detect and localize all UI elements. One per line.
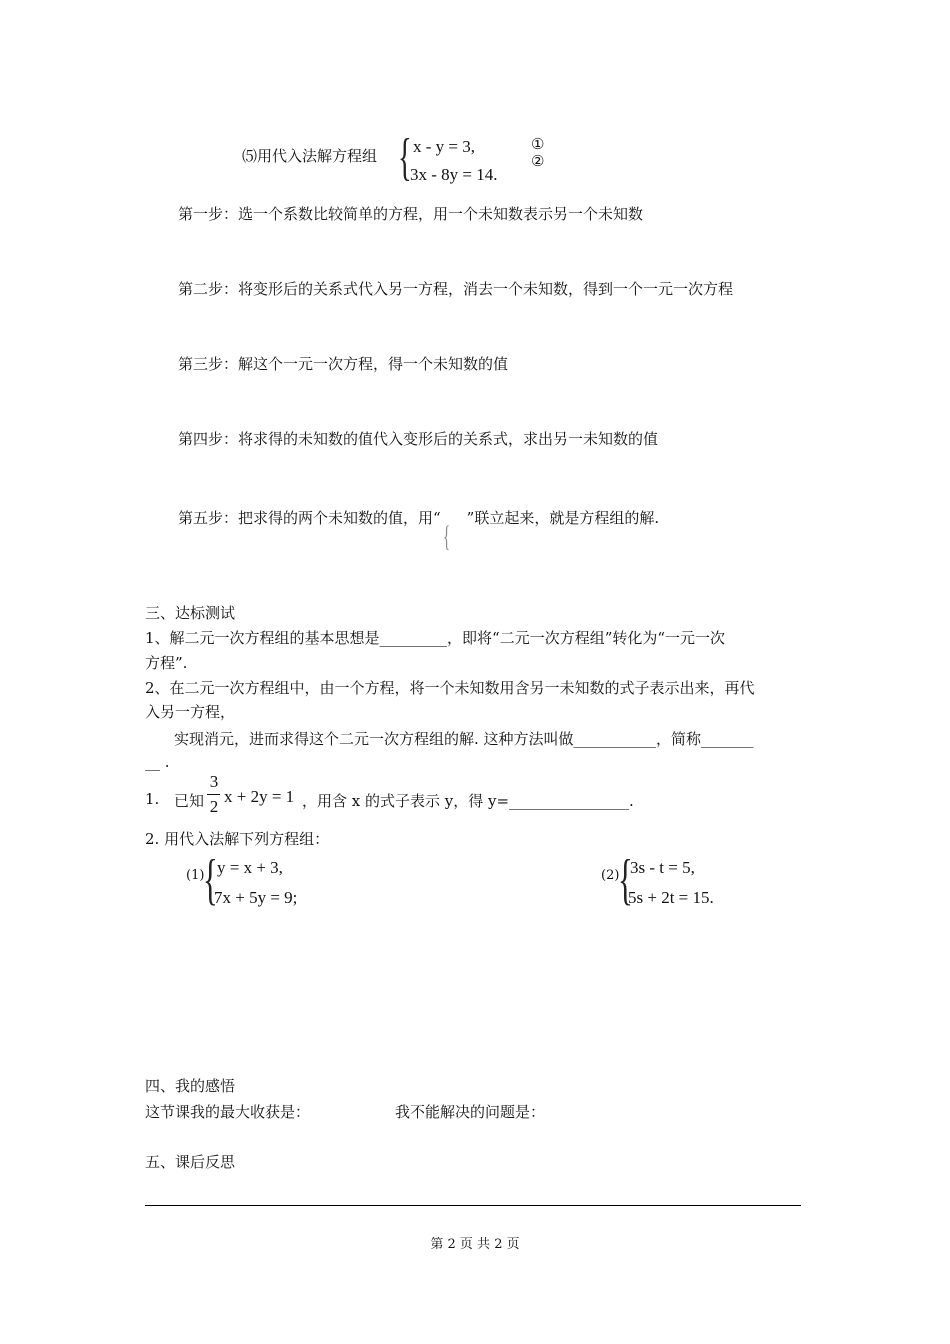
page-footer: 第 2 页 共 2 页 — [430, 1237, 520, 1252]
step-3: 第三步：解这个一元一次方程，得一个未知数的值 — [178, 355, 509, 373]
q3-equation: x + 2y = 1 — [224, 787, 295, 806]
q1-line1: 1、解二元一次方程组的基本思想是_________，即将“二元一次方程组”转化为“一元一次 — [145, 629, 726, 647]
step-5-after: ”联立起来，就是方程组的解. — [466, 509, 660, 527]
step-5-before: 第五步：把求得的两个未知数的值，用“ — [178, 509, 441, 527]
sys2-brace: { — [618, 849, 633, 911]
q1-line2: 方程”. — [145, 654, 188, 672]
problem5-eq2: 3x - 8y = 14. — [410, 165, 498, 184]
q2-line3: 实现消元，进而求得这个二元一次方程组的解. 这种方法叫做___________，简称_______ — [174, 730, 754, 748]
equation-marker-2: ② — [531, 152, 545, 170]
sys1-eq2: 7x + 5y = 9; — [214, 888, 298, 907]
sys2-eq1: 3s - t = 5, — [630, 858, 695, 877]
equation-marker-1: ① — [531, 135, 545, 153]
problem5-brace: { — [398, 129, 412, 186]
q3-number: 1. — [145, 790, 160, 808]
q3-prefix: 已知 — [174, 792, 205, 810]
sys2-eq2: 5s + 2t = 15. — [628, 888, 714, 907]
step-2: 第二步：将变形后的关系式代入另一方程，消去一个未知数，得到一个一元一次方程 — [178, 280, 734, 298]
footer-divider — [145, 1205, 801, 1206]
step-1: 第一步：选一个系数比较简单的方程，用一个未知数表示另一个未知数 — [178, 205, 644, 223]
sys1-eq1: y = x + 3, — [217, 858, 283, 877]
fraction-denominator: 2 — [209, 797, 219, 816]
q3-suffix: ，用含 x 的式子表示 y，得 y=________________. — [302, 792, 634, 810]
step-5 — [178, 507, 660, 553]
q2-line4: __ . — [145, 753, 170, 771]
problem5-eq1: x - y = 3, — [413, 137, 475, 156]
section5-title: 五、课后反思 — [145, 1153, 236, 1171]
section4-problem: 我不能解决的问题是： — [395, 1103, 546, 1121]
section4-gain: 这节课我的最大收获是： — [145, 1103, 311, 1121]
fraction-numerator: 3 — [209, 772, 219, 791]
problem5-label — [242, 145, 377, 166]
step-4: 第四步：将求得的未知数的值代入变形后的关系式，求出另一未知数的值 — [178, 430, 659, 448]
q4-text: 2. 用代入法解下列方程组： — [145, 830, 330, 848]
sys1-label: (1) — [186, 868, 205, 883]
sys2-label: (2) — [601, 868, 620, 883]
section3-title: 三、达标测试 — [145, 604, 236, 622]
q2-line2: 入另一方程， — [145, 703, 236, 721]
q2-line1: 2、在二元一次方程组中，由一个方程，将一个未知数用含另一未知数的式子表示出来，再代 — [145, 679, 755, 697]
sys1-brace: { — [203, 849, 218, 911]
fraction-bar — [207, 794, 220, 795]
brace-symbol: { — [442, 520, 450, 553]
problem5-text: 用代入法解方程组 — [257, 147, 378, 165]
section4-title: 四、我的感悟 — [145, 1077, 236, 1095]
problem5-number: ⑸ — [242, 147, 258, 165]
